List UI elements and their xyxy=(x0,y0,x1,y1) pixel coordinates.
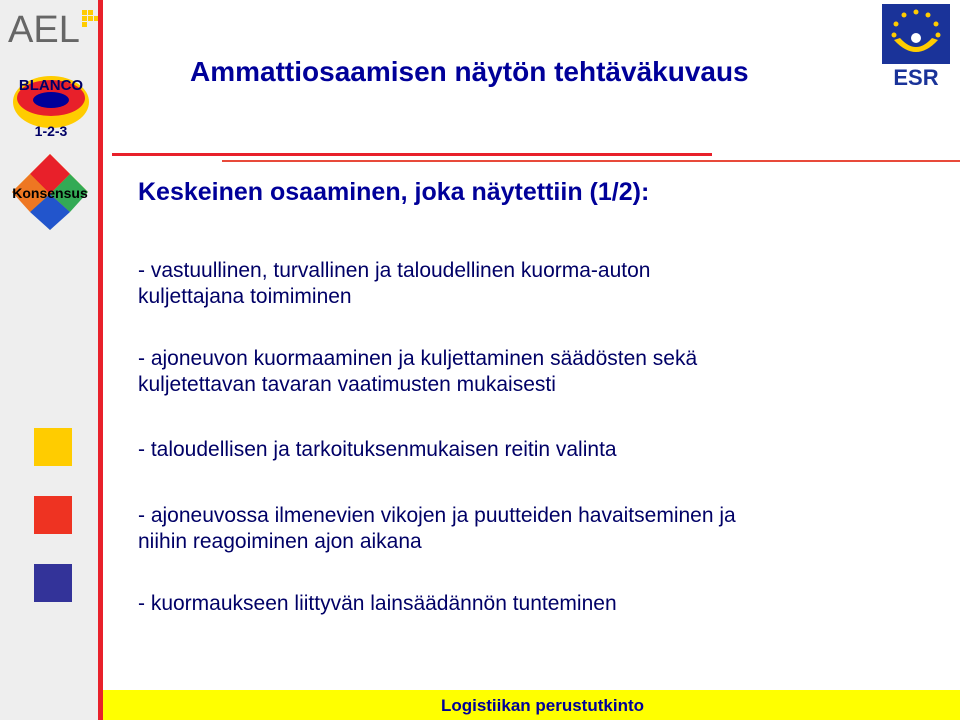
footer-text: Logistiikan perustutkinto xyxy=(440,696,644,715)
list-item: - vastuullinen, turvallinen ja taloudellinen kuorma-auton kuljettajana toimiminen xyxy=(138,259,651,308)
decor-square-red xyxy=(34,496,72,534)
list-item: - ajoneuvon kuormaaminen ja kuljettaminen säädösten sekä kuljetettavan tavaran vaatimusten mukaisesti xyxy=(138,347,698,396)
blanco-logo xyxy=(8,60,94,146)
svg-text:AEL: AEL xyxy=(8,9,80,50)
ael-logo xyxy=(6,4,98,50)
esr-logo xyxy=(880,2,952,88)
sidebar-red-border xyxy=(98,0,103,720)
svg-text:BLANCO: BLANCO xyxy=(18,77,84,94)
title-divider-top xyxy=(112,153,712,156)
svg-text:ESR: ESR xyxy=(893,65,939,88)
list-item: - kuormaukseen liittyvän lainsäädännön tunteminen xyxy=(138,592,617,615)
title-divider-bottom xyxy=(222,160,960,162)
svg-text:Konsensus: Konsensus xyxy=(12,185,88,201)
konsensus-logo xyxy=(10,152,90,232)
list-item: - ajoneuvossa ilmenevien vikojen ja puutteiden havaitseminen ja niihin reagoiminen ajon aikana xyxy=(138,504,736,553)
decor-square-blue xyxy=(34,564,72,602)
svg-text:1-2-3: 1-2-3 xyxy=(34,123,68,139)
decor-square-yellow xyxy=(34,428,72,466)
footer-bar xyxy=(103,690,960,720)
page-title: Ammattiosaamisen näytön tehtäväkuvaus xyxy=(190,56,749,87)
list-item: - taloudellisen ja tarkoituksenmukaisen reitin valinta xyxy=(138,438,617,461)
section-heading: Keskeinen osaaminen, joka näytettiin (1/2): xyxy=(138,178,650,206)
